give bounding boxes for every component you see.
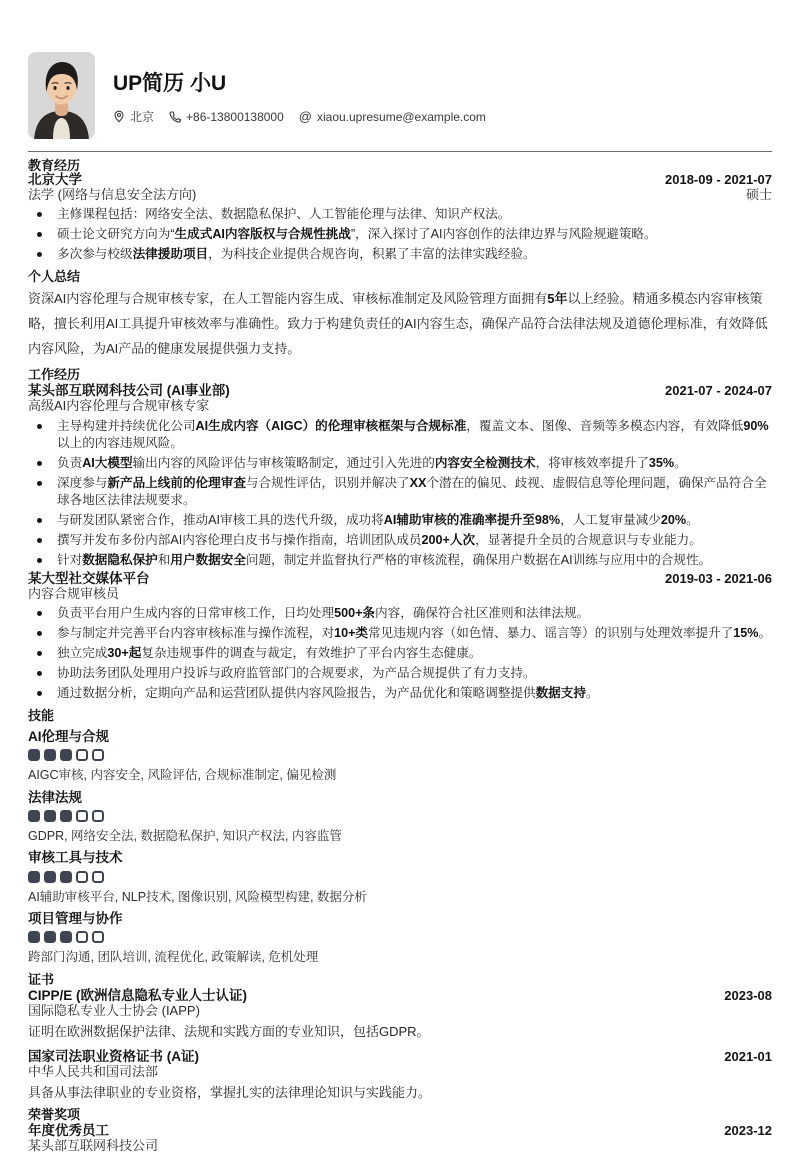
job-entry [28, 384, 772, 568]
body-text: 负责平台用户生成内容的日常审核工作，日均处理 [57, 605, 335, 620]
body-text: ，将审核效率提升了 [535, 455, 649, 470]
entry-head [28, 384, 772, 398]
header-divider [28, 151, 772, 152]
body-text: 参与制定并完善平台内容审核标准与操作流程，对 [57, 625, 335, 640]
bullet-item [28, 625, 772, 642]
body-text: 通过数据分析，定期向产品和运营团队提供内容风险报告，为产品优化和策略调整提供 [57, 685, 536, 700]
body-text: 协助法务团队处理用户投诉与政府监管部门的合规要求，为产品合规提供了有力支持。 [57, 665, 536, 680]
skill-level-dot-empty [92, 931, 104, 943]
certificate-description: 具备从事法律职业的专业资格，掌握扎实的法律理论知识与实践能力。 [28, 1085, 432, 1101]
education-entry-head [28, 173, 772, 187]
school-name: 北京大学 [28, 172, 82, 188]
certificate-list [28, 989, 772, 1101]
section-title-summary: 个人总结 [28, 269, 81, 285]
education-entry-sub [28, 188, 772, 202]
certificate-name: 国家司法职业资格证书 (A证) [28, 1049, 199, 1065]
highlight-text: AI生成内容（AIGC）的伦理审核框架与合规标准 [195, 418, 467, 433]
section-summary [28, 270, 772, 361]
section-honors [28, 1108, 772, 1153]
skill-level-dot-empty [76, 931, 88, 943]
skill-level-dot-filled [60, 810, 72, 822]
body-text: 负责 [57, 455, 83, 470]
entry-date: 2023-12 [724, 1123, 772, 1139]
body-text: 和 [157, 552, 171, 567]
skill-keywords: AI辅助审核平台, NLP技术, 图像识别, 风险模型构建, 数据分析 [28, 889, 367, 904]
highlight-text: 数据隐私保护 [82, 552, 158, 567]
section-skills [28, 709, 772, 966]
bullet-item [28, 665, 772, 682]
highlight-text: 生成式AI内容版权与合规性挑战 [174, 227, 351, 242]
skill-item [28, 851, 772, 905]
highlight-text: 500+条 [334, 605, 376, 620]
body-text: 。 [585, 685, 599, 700]
body-text: 针对 [57, 552, 83, 567]
honor-list [28, 1124, 772, 1153]
skill-level-dots [28, 871, 772, 883]
contact-text: xiaou.upresume@example.com [316, 109, 486, 124]
email-icon: @ [298, 108, 312, 124]
body-text: 以上的内容违规风险。 [57, 435, 183, 450]
job-entry [28, 572, 772, 702]
header-info [113, 52, 486, 139]
highlight-text: 数据支持 [535, 685, 586, 700]
certificate-entry [28, 1050, 772, 1101]
body-text: ，为科技企业提供合规咨询，积累了丰富的法律实践经验。 [208, 247, 536, 262]
certificate-issuer: 中华人民共和国司法部 [28, 1064, 159, 1080]
education-date: 2018-09 - 2021-07 [665, 172, 772, 188]
body-text: 。 [674, 455, 687, 470]
section-title-experience: 工作经历 [28, 367, 81, 383]
body-text: 主导构建并持续优化公司 [57, 418, 196, 433]
skill-level-dot-filled [44, 810, 56, 822]
skill-level-dot-filled [44, 871, 56, 883]
bullet-item [28, 645, 772, 662]
highlight-text: 35% [648, 455, 675, 470]
bullet-item [28, 418, 772, 452]
body-text: 输出内容的风险评估与审核策略制定，通过引入先进的 [132, 455, 435, 470]
profile-photo [28, 52, 95, 139]
body-text: 深度参与 [57, 475, 108, 490]
skill-name: 审核工具与技术 [28, 850, 123, 866]
honor-issuer: 某头部互联网科技公司 [28, 1138, 159, 1153]
entry-head [28, 572, 772, 586]
contact-email [299, 110, 486, 124]
highlight-text: AI辅助审核的准确率提升至98% [383, 512, 561, 527]
phone-icon [169, 111, 181, 123]
bullet-item [28, 246, 772, 263]
skill-level-dot-empty [92, 871, 104, 883]
body-text: 主修课程包括：网络安全法、数据隐私保护、人工智能伦理与法律、知识产权法。 [57, 207, 511, 222]
highlight-text: 90% [743, 418, 769, 433]
skill-item [28, 730, 772, 784]
honor-entry [28, 1124, 772, 1153]
skill-level-dot-filled [60, 871, 72, 883]
summary-paragraph [28, 286, 772, 361]
skill-keywords: 跨部门沟通, 团队培训, 流程优化, 政策解读, 危机处理 [28, 950, 319, 965]
company-name: 某头部互联网科技公司 (AI事业部) [28, 383, 230, 399]
entry-date: 2021-01 [724, 1049, 772, 1065]
bullet-item [28, 685, 772, 702]
certificate-description: 证明在欧洲数据保护法律、法规和实践方面的专业知识，包括GDPR。 [28, 1024, 430, 1040]
section-title-honors: 荣誉奖项 [28, 1107, 81, 1123]
skill-level-dot-filled [44, 931, 56, 943]
highlight-text: 法律援助项目 [132, 247, 209, 262]
highlight-text: AI大模型 [82, 455, 133, 470]
skill-level-dot-empty [76, 810, 88, 822]
skill-item [28, 791, 772, 845]
highlight-text: 20% [660, 512, 687, 527]
entry-head [28, 1124, 772, 1138]
certificate-issuer: 国际隐私专业人士协会 (IAPP) [28, 1003, 200, 1019]
skill-keywords: AIGC审核, 内容安全, 风险评估, 合规标准制定, 偏见检测 [28, 767, 337, 782]
body-text: 内容，确保符合社区准则和法律法规。 [375, 605, 590, 620]
profile-photo-illustration [28, 52, 95, 139]
body-text: 多次参与校级 [57, 247, 133, 262]
skill-list [28, 730, 772, 966]
skill-name: 项目管理与协作 [28, 911, 123, 927]
entry-head [28, 989, 772, 1003]
skill-name: AI伦理与合规 [28, 728, 109, 744]
skill-level-dot-filled [60, 931, 72, 943]
body-text: ，覆盖文本、图像、音频等多模态内容，有效降低 [466, 418, 744, 433]
bullet-item [28, 226, 772, 243]
section-experience [28, 368, 772, 701]
skill-level-dots [28, 931, 772, 943]
bullet-item [28, 206, 772, 223]
education-degree: 硕士 [745, 187, 772, 203]
honor-name: 年度优秀员工 [28, 1123, 109, 1139]
highlight-text: 30+起 [107, 645, 142, 660]
bullet-item [28, 552, 772, 569]
body-text: 与研发团队紧密合作，推动AI审核工具的迭代升级，成功将 [57, 512, 384, 527]
body-text: 独立完成 [57, 645, 108, 660]
body-text: ，人工复审量减少 [560, 512, 661, 527]
section-education [28, 159, 772, 263]
contact-phone [169, 110, 284, 124]
body-text: 复杂违规事件的调查与裁定，有效维护了平台内容生态健康。 [141, 645, 482, 660]
highlight-text: 新产品上线前的伦理审查 [107, 475, 246, 490]
body-text: 撰写并发布多份内部AI内容伦理白皮书与操作指南，培训团队成员 [57, 532, 422, 547]
education-major: 法学 (网络与信息安全法方向) [28, 187, 197, 203]
job-role: 内容合规审核员 [28, 585, 120, 601]
skill-level-dot-empty [92, 749, 104, 761]
entry-date: 2023-08 [724, 987, 772, 1003]
skill-item [28, 912, 772, 966]
education-bullet-list [28, 206, 772, 263]
skill-level-dot-filled [28, 810, 40, 822]
section-title-certificates: 证书 [28, 971, 55, 987]
bullet-item [28, 532, 772, 549]
highlight-text: 5年 [547, 291, 568, 307]
body-text: ”，深入探讨了AI内容创作的法律边界与风险规避策略。 [350, 227, 657, 242]
highlight-text: 内容安全检测技术 [434, 455, 536, 470]
contact-location [113, 108, 154, 125]
entry-date: 2019-03 - 2021-06 [665, 570, 772, 586]
location-icon [113, 110, 125, 123]
skill-level-dot-empty [76, 871, 88, 883]
contact-row [113, 108, 486, 125]
job-list [28, 384, 772, 701]
contact-text: +86-13800138000 [186, 109, 284, 124]
section-certificates [28, 973, 772, 1101]
body-text: 个潜在的偏见、歧视、虚假信息等伦理问题，确保产品符合全球各地区法律法规要求。 [57, 475, 767, 507]
highlight-text: 200+人次 [421, 532, 476, 547]
skill-level-dot-empty [92, 810, 104, 822]
skill-keywords: GDPR, 网络安全法, 数据隐私保护, 知识产权法, 内容监管 [28, 828, 342, 843]
skill-level-dot-filled [28, 871, 40, 883]
body-text: 以上经验。精通多模态内容审核策略，擅长利用AI工具提升审核效率与准确性。致力于构建负责任的AI内容生态，确保产品符合法律法规及道德伦理标准，有效降低内容风险，为AI产品的健康发展提供强力支持。 [28, 291, 768, 357]
body-text: 资深AI内容伦理与合规审核专家，在人工智能内容生成、审核标准制定及风险管理方面拥有 [28, 291, 548, 307]
body-text: 与合规性评估，识别并解决了 [245, 475, 410, 490]
certificate-entry [28, 989, 772, 1040]
bullet-item [28, 475, 772, 509]
body-text: 问题，制定并监督执行严格的审核流程，确保用户数据在AI训练与应用中的合规性。 [245, 552, 712, 567]
body-text: 硕士论文研究方向为“ [57, 227, 175, 242]
highlight-text: XX [409, 475, 427, 490]
job-bullet-list [28, 605, 772, 702]
skill-level-dot-filled [28, 931, 40, 943]
highlight-text: 用户数据安全 [170, 552, 246, 567]
skill-level-dot-filled [28, 749, 40, 761]
highlight-text: 10+类 [334, 625, 369, 640]
resume-header [28, 0, 772, 139]
highlight-text: 15% [733, 625, 759, 640]
bullet-item [28, 455, 772, 472]
company-name: 某大型社交媒体平台 [28, 570, 150, 586]
candidate-name: UP简历 小U [113, 72, 227, 95]
section-title-skills: 技能 [28, 707, 55, 723]
entry-head [28, 1050, 772, 1064]
entry-date: 2021-07 - 2024-07 [665, 383, 772, 399]
certificate-name: CIPP/E (欧洲信息隐私专业人士认证) [28, 987, 248, 1003]
job-bullet-list [28, 418, 772, 569]
bullet-item [28, 512, 772, 529]
skill-level-dot-empty [76, 749, 88, 761]
contact-text: 北京 [130, 110, 155, 125]
body-text: ，显著提升全员的合规意识与专业能力。 [475, 532, 702, 547]
skill-level-dots [28, 749, 772, 761]
body-text: 常见违规内容（如色情、暴力、谣言等）的识别与处理效率提升了 [368, 625, 734, 640]
skill-name: 法律法规 [28, 789, 82, 805]
skill-level-dot-filled [60, 749, 72, 761]
section-title-education: 教育经历 [28, 158, 81, 173]
bullet-item [28, 605, 772, 622]
skill-level-dot-filled [44, 749, 56, 761]
skill-level-dots [28, 810, 772, 822]
body-text: 。 [758, 625, 772, 640]
body-text: 。 [686, 512, 699, 527]
job-role: 高级AI内容伦理与合规审核专家 [28, 398, 210, 414]
